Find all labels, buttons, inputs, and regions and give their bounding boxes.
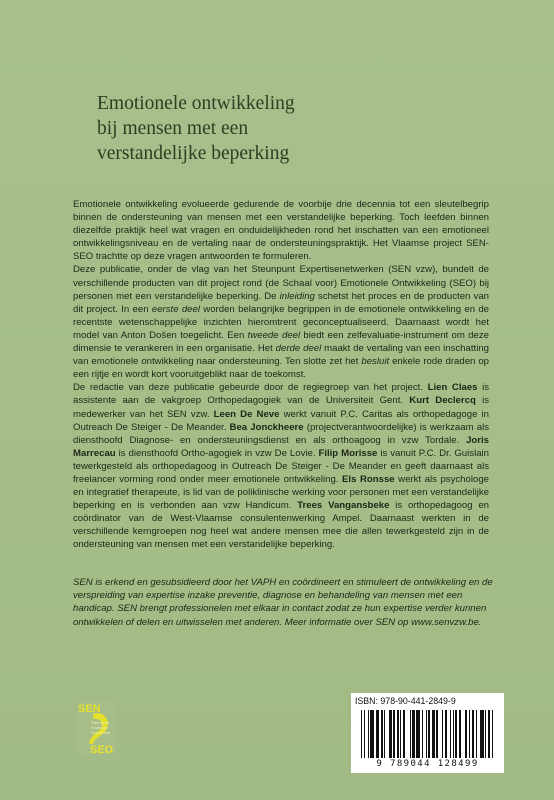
publisher-note: SEN is erkend en gesubsidieerd door het VAPH en coördineert en stimuleert de ontwikkeling en de verspreiding van expertise inzake preventie, diagnose en behandeling van mensen met een handicap. SEN brengt professionelen met elkaar in contact zodat ze hun expertise verder kunnen ontwikkelen of delen en uitwisselen met anderen. Meer informatie over SEN op www.senvzw.be. — [73, 577, 493, 628]
author-name: Els Ronsse — [342, 473, 395, 485]
blurb-text — [73, 198, 489, 552]
author-name: Leen De Neve — [213, 408, 280, 420]
title-line-2: bij mensen met een — [97, 118, 249, 139]
blurb-paragraph-2: Deze publicatie, onder de vlag van het Steunpunt Expertisenetwerken (SEN vzw), bundelt de verschillende producten van dit project rond (de Schaal voor) Emotionele Ontwikkeling (SEO) bij personen met een verstandelijke beperking. De inleiding schetst het proces en de producten van dit project. In een eerste deel worden belangrijke begrippen in de emotionele ontwikkeling en de recentste wetenschappelijke inzichten hieromtrent geconceptualiseerd. Daarnaast wordt het model van Anton Došen toegelicht. Een tweede deel biedt een zelfevaluatie-instrument om deze dimensie te verankeren in een organisatie. Het derde deel maakt de vertaling van een inschatting van emotionele ontwikkeling naar ondersteuning. Ten slotte zet het besluit enkele rode draden op een rijtje en wordt kort vooruitgeblikt naar de toekomst. — [73, 264, 490, 381]
logo-text-seo: SEO — [90, 744, 114, 755]
author-name: Kurt Declercq — [409, 395, 476, 407]
logo-text-sen: SEN — [78, 703, 101, 715]
book-title — [97, 91, 457, 166]
author-name: Joris Marrecau — [73, 434, 489, 459]
sen-seo-logo — [77, 700, 117, 755]
title-line-1: Emotionele ontwikkeling — [97, 93, 295, 114]
blurb-paragraph-3: De redactie van deze publicatie gebeurde door de regiegroep van het project. Lien Claes is assistente aan de vakgroep Orthopedagogiek van de Universiteit Gent. Kurt Declercq is medewerker van het SEN vzw. Leen De Neve werkt vanuit P.C. Caritas als orthopedagoge in Outreach De Steiger - De Meander. Bea Jonckheere (projectverantwoordelijke) is werkzaam als diensthoofd Diagnose- en ondersteuningsdienst en als orthoagoog in vzw Tordale. Joris Marrecau is diensthoofd Ortho-agogiek in vzw De Lovie. Filip Morisse is vanuit P.C. Dr. Guislain tewerkgesteld als orthopedagoog in Outreach De Steiger - De Meander en geeft daarnaast als freelancer vorming rond onder meer emotionele ontwikkeling. Els Ronsse werkt als psychologe en integratief therapeute, is lid van de poliklinische werking voor personen met een verstandelijke beperking en is verbonden aan vzw Handicum. Trees Vangansbeke is orthopedagoog en coördinator van de West-Vlaamse consulentenwerking Ampel. Daarnaast werkten in de verschillende kerngroepen nog heel wat andere mensen mee die allen tewerkgesteld zijn in de ondersteuning van mensen met een verstandelijke beperking. — [73, 382, 490, 551]
author-name: Filip Morisse — [318, 447, 378, 459]
barcode-digits: 9 789044 128499 — [376, 759, 479, 769]
svg-text:Netwerken: Netwerken — [91, 730, 111, 735]
isbn-label: ISBN: 978-90-441-2849-9 — [355, 696, 456, 706]
author-name: Trees Vangansbeke — [297, 500, 390, 512]
blurb-paragraph-1: Emotionele ontwikkeling evolueerde gedurende de voorbije drie decennia tot een sleutelbegrip binnen de ondersteuning van mensen met een verstandelijke beperking. Toch leefden binnen diezelfde praktijk heel wat vragen en onduidelijkheden rond het inschatten van een emotioneel ontwikkelingsniveau en de vertaling naar de ondersteuningspraktijk. Het Vlaamse project SEN-SEO trachtte op deze vragen antwoorden te formuleren. — [73, 199, 489, 263]
author-name: Bea Jonckheere — [229, 421, 304, 433]
svg-text:Expertise: Expertise — [91, 725, 108, 730]
svg-text:Steunpunt: Steunpunt — [91, 720, 110, 725]
title-line-3: verstandelijke beperking — [97, 143, 290, 164]
author-name: Lien Claes — [427, 382, 478, 394]
barcode-bars — [361, 710, 495, 758]
isbn-barcode — [351, 693, 504, 773]
